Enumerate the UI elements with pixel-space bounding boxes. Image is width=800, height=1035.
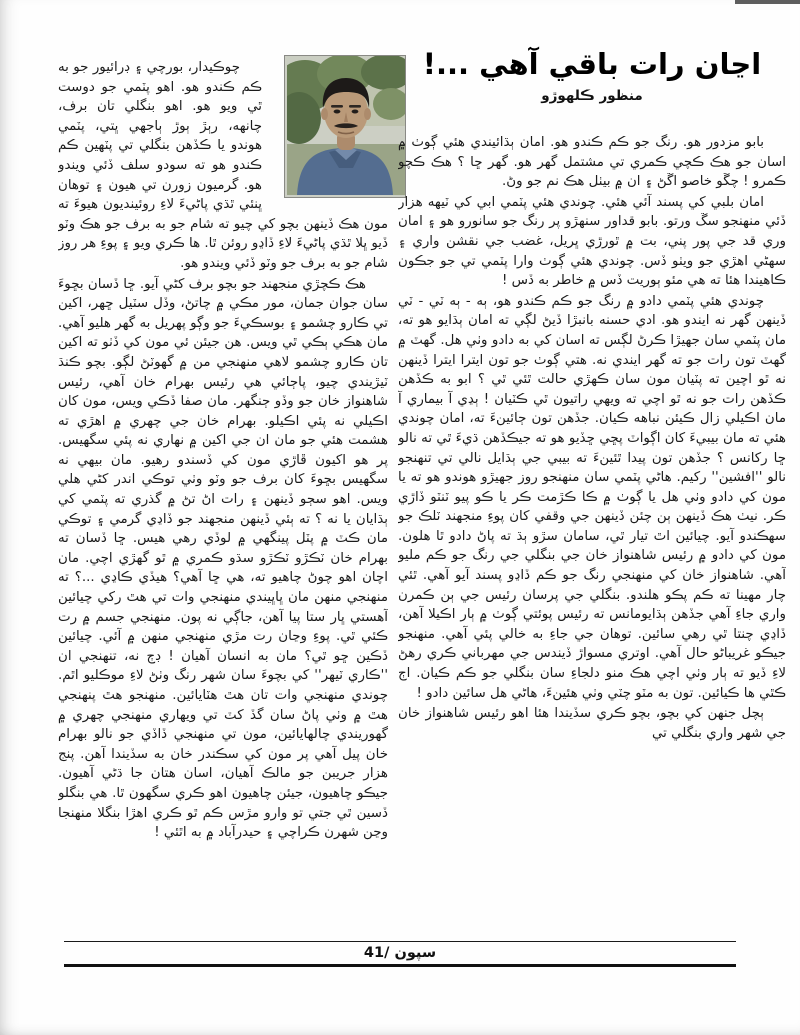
paragraph: هڪ ڪچڙي منجهند جو بچو برف کڻي آيو. ڇا ڏسان بڇوءَ سان جوان جمان، مور مڪي ۾ چاتڻ، وڏل سٽيل ڇهر، اکين تي ڪارو چشمو ۽ بوسڪيءَ جو وڳو پهريل به گهر هليو آهي. مان هڪي ٻڪي ٿي ويس. هن جيئن ئي مون کي ڏٺو ته اکين تان ڪارو چشمو لاهي منهنجي من ۾ گهوٽڻ لڳو. بچو ڪنڌ ٽيڙيندي چيو، پاڄائي هي رئيس بهرام خان آهي، رئيس شاهنواز خان جو وڏو ڄنگهر. مان صفا ڏڪي ويس، مون کان اڪيلي نه پئي اڪيلو. بهرام خان جي چهري ۾ اهڙي ته هشمت هئي جو مان ان جي اکين ۾ نهاري نه پئي سگهيس. پر هو اکيون ڦاڙي مون کي ڏسندو رهيو. مان بيهي نه سگهيس بڇوءَ کان برف جو وٽو وٺي توڪي اندر کڻي هلي ويس. اهو سڄو ڏينهن ۽ رات اڻ تڻ ۾ گذري ته پٽمي کي ٻڌايان يا نه ؟ ته ٻئي ڏينهن منجهند جو ڏاڍي گرمي ۽ توڪي مان ڪٽ ۾ پٽل پينگهي ۾ لوڏي رهي هيس. ڇا ڏسان ته بهرام خان ٽڪڙو ٽڪڙو سڌو ڪمري ۾ ٿو گهڙي اچي. مان اچان اهو چوڻ چاهيو ته، هي ڇا آهي؟ هيڏي ڪاڍي ...؟ ته منهنجي منهن مان ڀاڀيندي منهنجي وات تي هٿ رکي چيائين آهستي ڀار ستا پيا آهن، جاڳي نه پون. منهنجي جسم ۾ رت ڪئي ٿي. پوءِ وڃان رت مڙي منهنجي منهن ۾ آئي. چيائين ڏڪين ڇو ٿي؟ مان به انسان آهيان ! ڊڄ نه، تنهنجي ان ''ڪاري ٽيهر'' کي بچوءَ سان شهر رنگ وٺڻ لاءِ موڪليو اٿم. چوندي منهنجي وات تان هٿ هٽايائين. منهنجو هٿ پنهنجي هٿ ۾ وٺي پاڻ سان گڏ کٽ تي ويهاري منهنجي چهري ۾ گهوريندي چالهايائين، مون تي منهنجي ڏاڏي جو نالو بهرام خان پيل آهي پر مون کي سڪندر خان به سڏيندا آهن. پنج هزار جريبن جو مالڪ آهيان، اسان هتان جا ڌڻي آهيون. جيڪو چاهيون، جيئن چاهيون اهو ڪري سگهون ٿا. هي بنگلو ڏسين ٿي جتي تو وارو مڙس ڪم ٿو ڪري اهڙا بنگلا منهنجا وڃن شهرن ڪراچي ۽ حيدرآباد ۾ به اٿئي ! xyxy=(58,276,388,841)
author-name: منظور ڪلهوڙو xyxy=(541,87,643,104)
photo-wrap-spacer xyxy=(270,58,388,206)
article-header xyxy=(398,46,786,104)
right-text-column xyxy=(398,133,786,933)
footer-rule-bottom xyxy=(64,964,736,967)
paragraph: چوڪيدار، بورچي ۽ ڊرائيور جو به ڪم ڪندو هو. اهو پٽمي جو دوست ٿي ويو هو. اهو بنگلي تان برف، چانهه، رٻڙ ٻوڙ ٻاجهي ڀتي، پٽمي هوندو يا ڪڏهن بنگلي تي پٽهين ڪم ڪندو هو ته سودو سلف ڏئي ويندو هو. گرميون زورن تي هيون ۽ توهان ڀنئي ٿڌي پاڻيءَ لاءِ روئينديون هيوءَ ته مون هڪ ڏينهن بچو کي چيو ته شام جو به برف جو هڪ وٽو ڏيو ڀلا ٿڌي پاڻيءَ لاءِ ڏاڍو روئن ٿا. ها ڪري ويو ۽ پوءِ هر روز شام جو به برف جو وٽو ڏئي ويندو هو. xyxy=(58,60,388,271)
page-number-label: سپون /41 xyxy=(363,945,437,961)
scan-artifact xyxy=(735,0,800,4)
left-text-column xyxy=(58,58,388,932)
page-footer xyxy=(64,941,736,967)
article-title: اڃان رات باقي آهي ...! xyxy=(422,47,762,81)
paragraph: ٻچل جنهن کي بچو، بچو ڪري سڏيندا هئا اهو رئيس شاهنواز خان جي شهر واري بنگلي تي xyxy=(398,706,786,741)
paragraph: چوندي هئي پٽمي دادو ۾ رنگ جو ڪم ڪندو هو، ٻه - ٻه ٽي - ٽي ڏينهن گهر نه ايندو هو. ادي حسنه بانبڙا ڏيڻ لڳي ته امان ٻڌايو هو ته، مان پٽمي سان جهيڙا ڪرڻ لڳس ته اسان کي به دادو وٺي هل. گهٽ ۾ گهٽ تون رات جو ته گهر ايندي نه. هتي ڳوٺ جو تون ايترا ايترا ڏينهن نه ٿو اچين ته پٽيان مون سان ڪهڙي حالت ٿئي ٿي ؟ ابو به ڪڏهن ڪڏهن رات جو نه ٿو اچي ته ويهي راتيون ٿي ڪٽيان ! ٻڍي آ بيماري آ مان اڪيلي زال ڪيئن نباهه ڪيان. جڏهن تون ڄائينءَ ته، امان چوندي هئي ته مان بيبيءَ کان اڳواٽ پڇي ڇڏيو هو ته جيڪڏهن ڌيءَ ٿي ته نالو ڇا رکانس ؟ جڏهن تون پيدا ٿئينءَ ته بيبي جي ٻڌايل نالي تي تنهنجو نالو ''افشين'' رکيم. هاڻي پٽمي سان منهنجو روز جهيڙو هوندو هو ته يا مون کي دادو وٺي هل يا ڳوٺ ۾ ڪا ڪڙمت ڪر يا ڪو پيو ٽنٽو ڏاڙي ڪر. نيٺ هڪ ڏينهن ٻن چئن ڏينهن جي وقفي کان پوءِ منجهند ٽلڪ جو سهڪندو آيو. چيائين اٿ تيار ٿي، سامان سڙو ٻڌ ته پاڻ دادو ٿا هلون. مون کي دادو ۾ رئيس شاهنواز خان جي بنگلي جي رنگ جو ڪم مليو آهي. شاهنواز خان کي منهنجي رنگ جو ڪم ڏاڍو پسند آيو آهي. ٿئي چار مهينا ته ڪم پڪو هلندو. بنگلي جي پرسان رئيس جي ٻن ڪمرن واري جاءِ آهي جڏهن ٻڌايومانس ته رئيس پوئتي ڳوٺ ۾ ٻار اڪيلا آهن، ڏاڍي چنتا ٿي رهي سائين. توهان جي جاءِ به خالي پئي آهي. منهنجو جيڪو غريباڻو حال آهي. اوتري مسواڙ ڏيندس جي مهرباني ڪري رهڻ لاءِ ڏيو ته ٻار وٺي اچي هڪ منو دلجاءِ سان بنگلي جو ڪم ڪيان. اڄ ڪٿي ها ڪيائين. تون به مٽو چٽي وٺي هئينءَ، هاڻي هل سائين دادو ! xyxy=(398,293,786,701)
paragraph: بابو مزدور هو. رنگ جو ڪم ڪندو هو. امان ٻڌائيندي هئي ڳوٺ ۾ اسان جو هڪ ڪچي ڪمري تي مشتمل گهر هو. گهر ڇا ؟ هڪ ڪچو ڪمرو ! چڱو خاصو اڱڻ ۽ ان ۾ بيٺل هڪ نم جو وڻ. xyxy=(398,135,786,190)
paragraph: امان بلبي کي پسند آئي هئي. چوندي هئي پٽمي ابي کي ٽيهه هزار ڏئي منهنجو سڱ ورتو. بابو قداور سنهڙو پر رنگ جو سانورو هو ۽ امان وري قد جي پور پني، بت ۾ ٿورڙي ڀريل، غضب جي نقشن واري ۽ سهڻي اهڙي جو ويٺو ڏس. چوندي هئي ڳوٺ وارا پٽمي تي جو جڪون ڪاهيندا هئا ته هي مئو ٻوريت ڏس ۾ خاطر به ڏس ! xyxy=(398,194,786,289)
